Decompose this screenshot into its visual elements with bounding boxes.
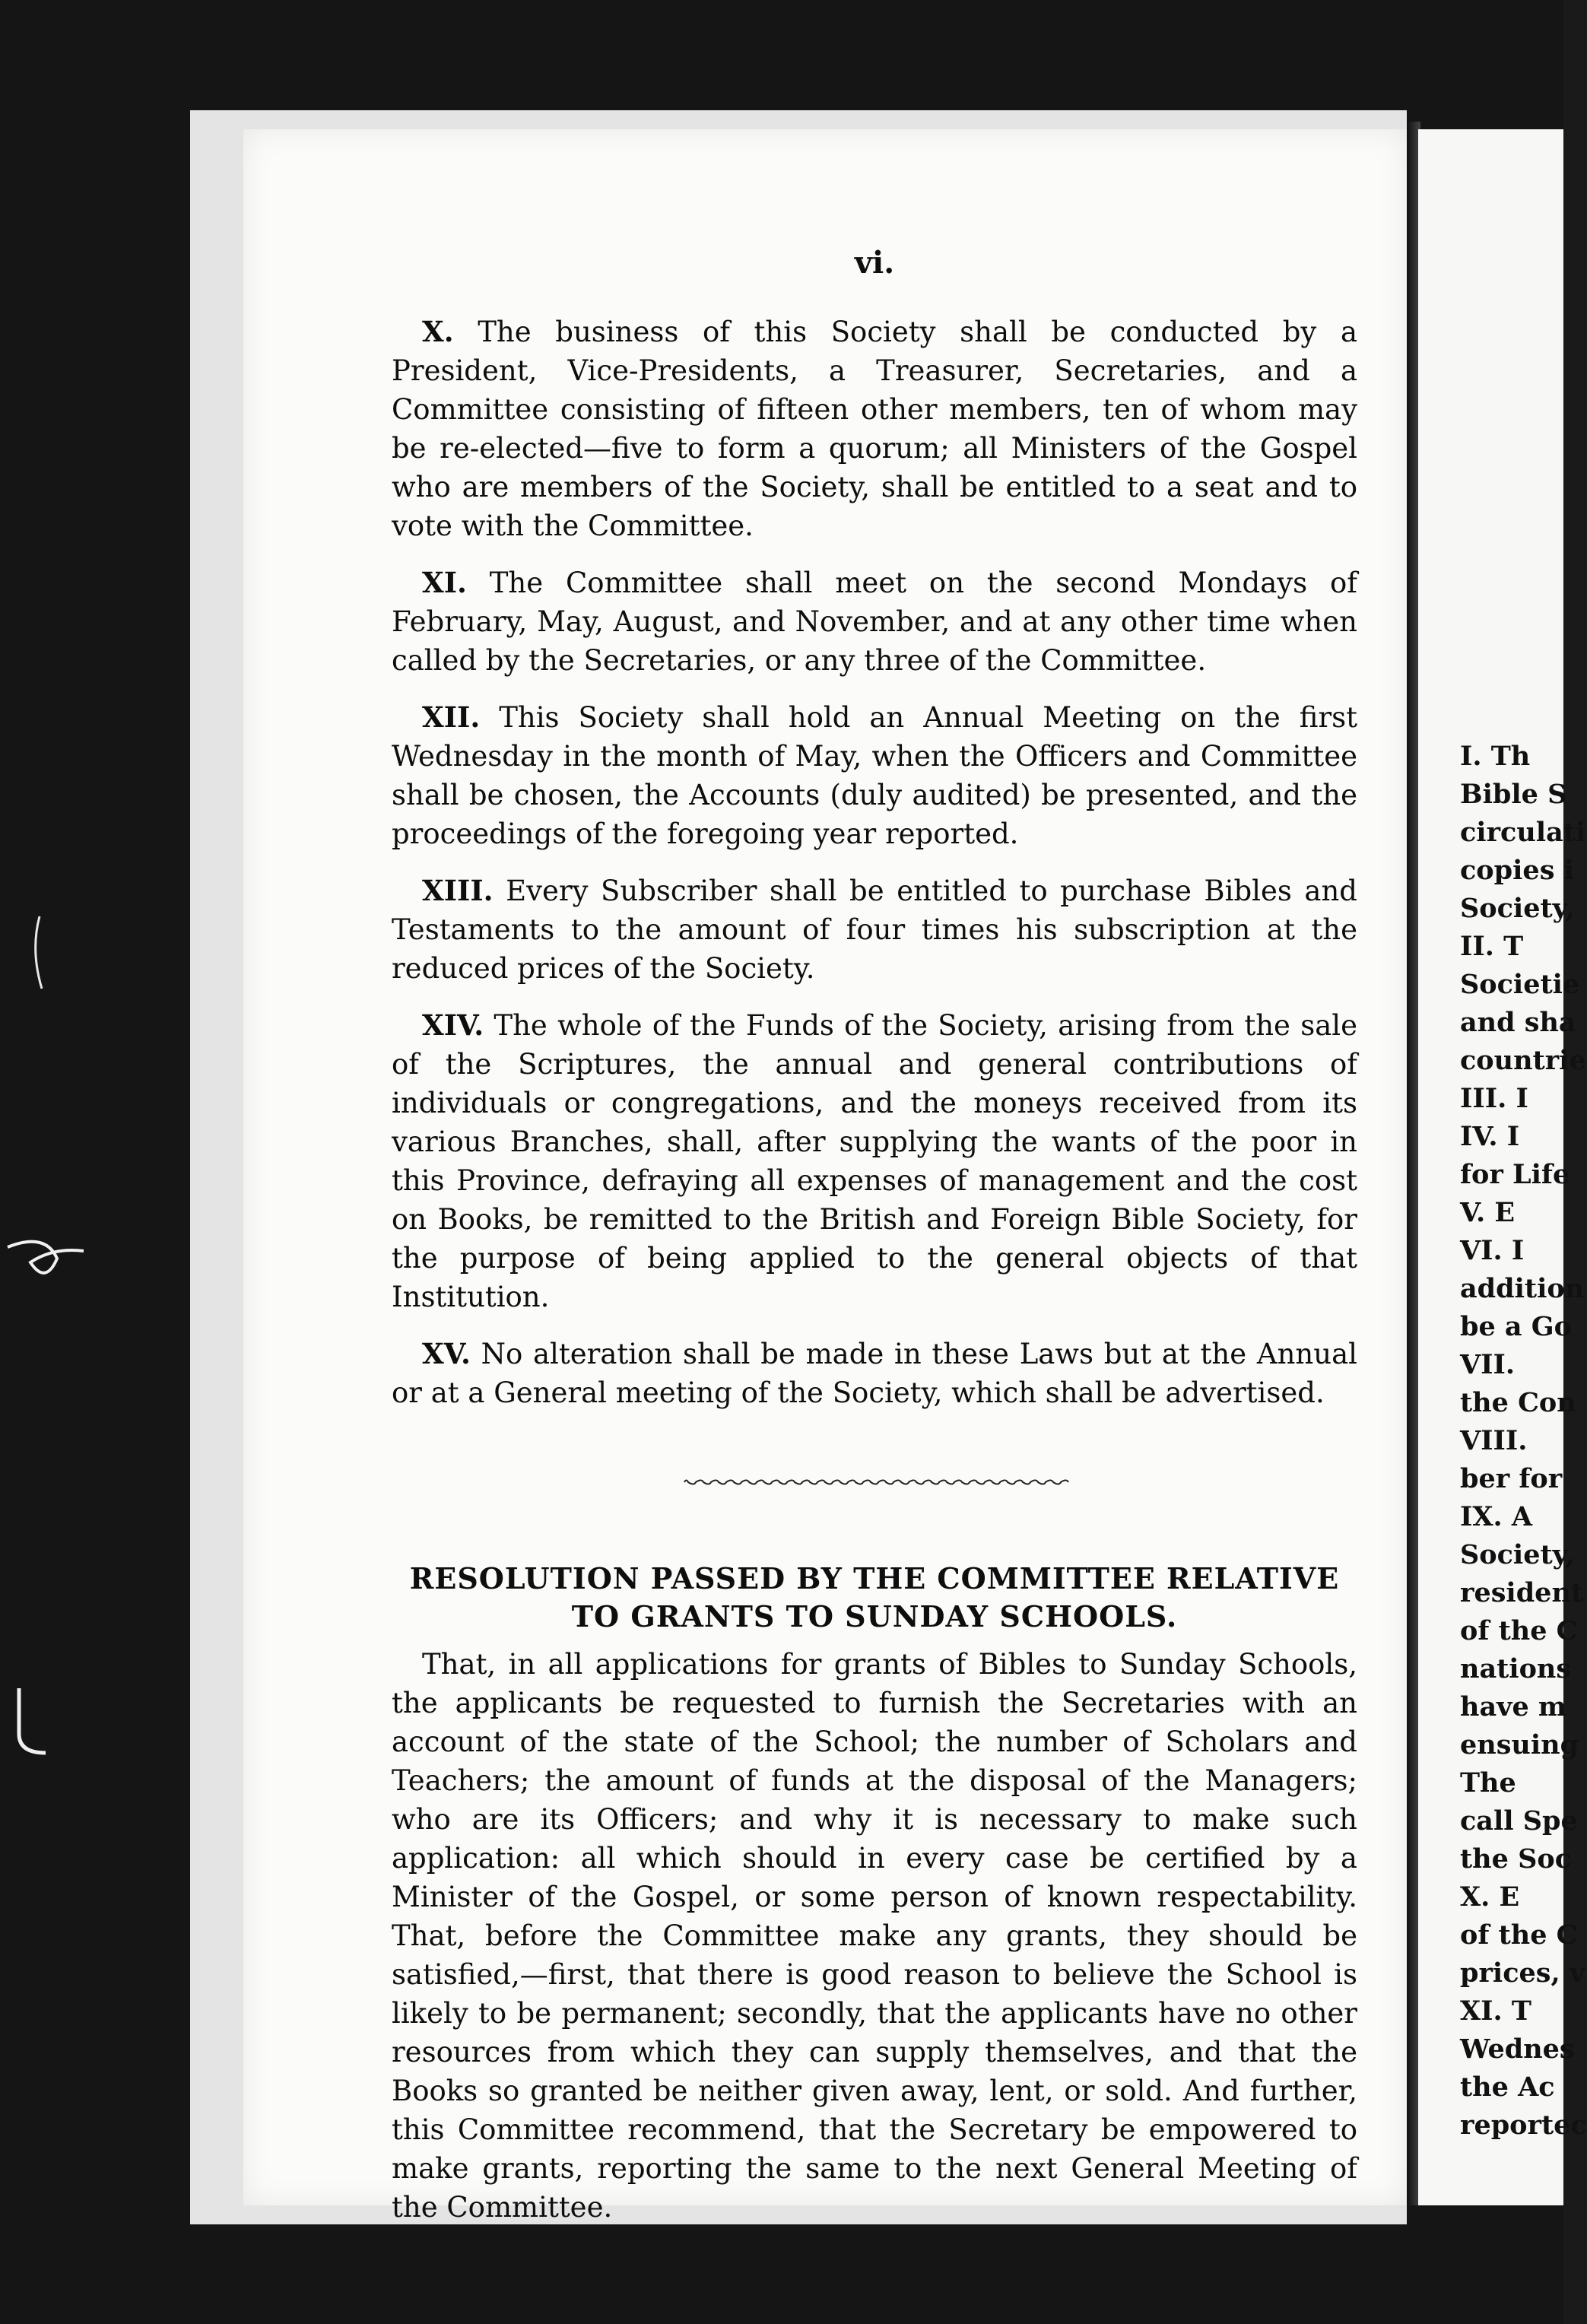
rule-paragraph xyxy=(392,564,1357,680)
facing-page-line: V. E xyxy=(1460,1197,1516,1228)
rule-number: X. xyxy=(422,315,454,348)
rule-number: XIII. xyxy=(422,874,494,907)
facing-page-line: X. E xyxy=(1460,1881,1520,1913)
decorative-divider xyxy=(684,1477,1065,1487)
facing-page-line: the Con xyxy=(1460,1387,1576,1418)
facing-page-line: IV. I xyxy=(1460,1121,1520,1152)
facing-page-line: reportec xyxy=(1460,2110,1587,2141)
facing-page-line: prices, v xyxy=(1460,1957,1585,1989)
resolution-body: That, in all applications for grants of Bibles to Sunday Schools, the applicants be requested to furnish the Secretaries with an account of the state of the School; the number of Scholars and Teachers; the amount of funds at the disposal of the Managers; who are its Officers; and why it is necessary to make such application: all which should in every case be certified by a Minister of the Gospel, or some person of known respectability. That, before the Committee make any grants, they should be satisfied,—first, that there is good reason to believe the School is likely to be permanent; secondly, that the applicants have no other resources from which they can supply themselves, and that the Books so granted be neither given away, lent, or sold. And further, this Committee recommend, that the Secretary be empowered to make grants, reporting the same to the next General Meeting of the Committee. xyxy=(392,1648,1357,2224)
facing-page-line: countrie xyxy=(1460,1045,1586,1076)
facing-page-line: be a Go xyxy=(1460,1311,1573,1342)
rule-number: XI. xyxy=(422,566,467,599)
facing-page-line: resident xyxy=(1460,1577,1584,1608)
facing-page-line: IX. A xyxy=(1460,1501,1533,1532)
facing-page-line: VIII. xyxy=(1460,1425,1528,1456)
facing-page-line: and sha xyxy=(1460,1007,1576,1038)
rule-paragraph xyxy=(392,1006,1357,1316)
facing-page-line: Wednes xyxy=(1460,2034,1575,2065)
rules-section xyxy=(392,313,1357,1412)
rule-number: XII. xyxy=(422,700,481,734)
facing-page-line: XI. T xyxy=(1460,1995,1531,2027)
resolution-heading-line-2: TO GRANTS TO SUNDAY SCHOOLS. xyxy=(571,1599,1178,1633)
resolution-heading xyxy=(392,1560,1357,1636)
page-number: vi. xyxy=(854,245,895,281)
margin-pencil-mark xyxy=(0,1217,99,1308)
facing-page-line: the Soc xyxy=(1460,1843,1571,1875)
facing-page-line: VII. xyxy=(1460,1349,1516,1380)
facing-page-line: Societie xyxy=(1460,969,1580,1000)
facing-page-line: circulati xyxy=(1460,817,1586,848)
facing-page-line: the Ac xyxy=(1460,2072,1555,2103)
rule-paragraph xyxy=(392,1335,1357,1412)
facing-page-line: nations xyxy=(1460,1653,1572,1684)
facing-page-line: ber for xyxy=(1460,1463,1563,1494)
facing-page-line: of the C xyxy=(1460,1919,1578,1951)
facing-page-line: copies i xyxy=(1460,855,1574,886)
facing-page-line: Bible S xyxy=(1460,779,1567,810)
facing-page-line: of the C xyxy=(1460,1615,1578,1646)
facing-page-line: I. Th xyxy=(1460,741,1531,772)
facing-page-line: The xyxy=(1460,1767,1516,1799)
facing-page-line: have m xyxy=(1460,1691,1566,1722)
rule-text: Every Subscriber shall be entitled to purchase Bibles and Testaments to the amount of four times his subscription at the reduced prices of the Society. xyxy=(392,875,1357,985)
facing-page-line: II. T xyxy=(1460,931,1524,962)
facing-page-line: ensuing xyxy=(1460,1729,1579,1760)
facing-page-line: III. I xyxy=(1460,1083,1528,1114)
resolution-heading-line-1: RESOLUTION PASSED BY THE COMMITTEE RELATIVE xyxy=(409,1561,1340,1595)
rule-number: XV. xyxy=(422,1337,471,1370)
rule-text: This Society shall hold an Annual Meeting on the first Wednesday in the month of May, when the Officers and Committee shall be chosen, the Accounts (duly audited) be presented, and the proceedings of the foregoing year reported. xyxy=(392,701,1357,850)
facing-page-line: call Spe xyxy=(1460,1805,1578,1837)
facing-page-line: Society, xyxy=(1460,893,1575,924)
facing-page-line: VI. I xyxy=(1460,1235,1525,1266)
rule-paragraph xyxy=(392,313,1357,545)
rule-text: The business of this Society shall be conducted by a President, Vice-Presidents, a Treasurer, Secretaries, and a Committee consisting of fifteen other members, ten of whom may be re-elected—five to form a quorum; all Ministers of the Gospel who are members of the Society, shall be entitled to a seat and to vote with the Committee. xyxy=(392,316,1357,542)
rule-number: XIV. xyxy=(422,1008,484,1042)
rule-text: The Committee shall meet on the second Mondays of February, May, August, and November, and at any other time when called by the Secretaries, or any three of the Committee. xyxy=(392,567,1357,677)
facing-page-line: addition xyxy=(1460,1273,1585,1304)
margin-tick-mark xyxy=(23,913,53,996)
rule-paragraph xyxy=(392,698,1357,853)
rule-paragraph xyxy=(392,872,1357,988)
facing-page-text xyxy=(1418,738,1587,2145)
facing-page xyxy=(1418,129,1587,2205)
facing-page-line: Society, xyxy=(1460,1539,1575,1570)
rule-text: The whole of the Funds of the Society, arising from the sale of the Scriptures, the annual and general contributions of individuals or congregations, and the moneys received from its various Branches, shall, after supplying the wants of the poor in this Province, defraying all expenses of management and the cost on Books, be remitted to the British and Foreign Bible Society, for the purpose of being applied to the general objects of that Institution. xyxy=(392,1009,1357,1313)
rule-text: No alteration shall be made in these Laws but at the Annual or at a General meeting of the Society, which shall be advertised. xyxy=(392,1338,1357,1409)
margin-bracket-mark xyxy=(0,1681,68,1772)
facing-page-line: for Life xyxy=(1460,1159,1570,1190)
page-content xyxy=(392,243,1357,2245)
